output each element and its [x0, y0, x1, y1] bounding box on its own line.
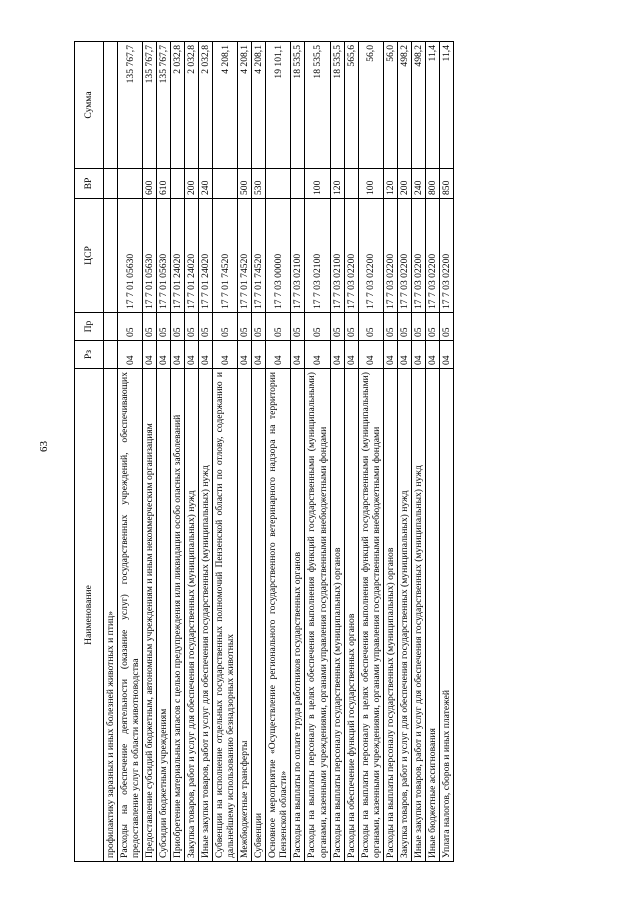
cell-name: Расходы на выплаты персоналу в целях обеспечения выполнения функций государственными (муниципальными) органами, казенными учреждениями, органами управления государственными внебюджетными фондами: [358, 369, 383, 862]
cell-pr: 05: [199, 313, 213, 341]
cell-vr: 120: [330, 169, 344, 199]
table-row: [118, 42, 143, 862]
cell-pr: 05: [383, 313, 397, 341]
cell-name: Межбюджетные трансферты: [238, 369, 252, 862]
cell-vr: 500: [238, 169, 252, 199]
cell-rz: 04: [358, 341, 383, 369]
cell-rz: 04: [330, 341, 344, 369]
page-number: 63: [38, 441, 50, 452]
cell-csr: 17 7 03 02100: [291, 199, 305, 313]
cell-csr: 17 7 03 02100: [330, 199, 344, 313]
cell-sum: 11,4: [439, 42, 453, 169]
cell-rz: 04: [118, 341, 143, 369]
cell-csr: 17 7 03 02200: [344, 199, 358, 313]
cell-pr: 05: [238, 313, 252, 341]
cell-pr: 05: [213, 313, 238, 341]
cell-name: Основное мероприятие «Осуществление регионального государственного ветеринарного надзора на территории Пензенской области»: [266, 369, 291, 862]
cell-name: Расходы на выплаты по оплате труда работников государственных органов: [291, 369, 305, 862]
table-header-row: [75, 42, 104, 862]
cell-pr: 05: [358, 313, 383, 341]
cell-sum: 56,0: [358, 42, 383, 169]
cell-pr: 05: [305, 313, 330, 341]
cell-rz: 04: [383, 341, 397, 369]
table-row: [266, 42, 291, 862]
cell-pr: 05: [344, 313, 358, 341]
cell-sum: 4 208,1: [213, 42, 238, 169]
cell-csr: 17 7 01 05630: [118, 199, 143, 313]
cell-csr: 17 7 03 02200: [425, 199, 439, 313]
cell-vr: [291, 169, 305, 199]
table-row: [157, 42, 171, 862]
cell-sum: [104, 42, 118, 169]
cell-rz: 04: [185, 341, 199, 369]
table-row: [171, 42, 185, 862]
cell-pr: 05: [411, 313, 425, 341]
table-row: [104, 42, 118, 862]
cell-sum: 565,6: [344, 42, 358, 169]
header-csr: ЦСР: [75, 199, 104, 313]
cell-sum: 56,0: [383, 42, 397, 169]
cell-name: Расходы на выплаты персоналу государственных (муниципальных) органов: [383, 369, 397, 862]
cell-vr: 100: [305, 169, 330, 199]
header-name: Наименование: [75, 369, 104, 862]
cell-vr: 600: [143, 169, 157, 199]
cell-rz: 04: [305, 341, 330, 369]
cell-name: Закупка товаров, работ и услуг для обеспечения государственных (муниципальных) нужд: [185, 369, 199, 862]
cell-vr: 530: [252, 169, 266, 199]
cell-vr: 200: [185, 169, 199, 199]
table-row: [383, 42, 397, 862]
budget-table-container: [74, 42, 606, 862]
cell-sum: 2 032,8: [185, 42, 199, 169]
cell-name: Субсидии бюджетным учреждениям: [157, 369, 171, 862]
cell-csr: 17 7 01 74520: [213, 199, 238, 313]
cell-vr: [213, 169, 238, 199]
cell-vr: [104, 169, 118, 199]
table-row: [252, 42, 266, 862]
cell-sum: 135 767,7: [143, 42, 157, 169]
cell-name: Иные закупки товаров, работ и услуг для обеспечения государственных (муниципальных) нужд: [199, 369, 213, 862]
cell-sum: 4 208,1: [252, 42, 266, 169]
cell-name: Расходы на обеспечение деятельности (оказание услуг) государственных учреждений, обеспечивающих предоставление услуг в области животноводства: [118, 369, 143, 862]
cell-name: Расходы на выплаты персоналу в целях обеспечения выполнения функций государственными (муниципальными) органами, казенными учреждениями, органами управления государственными внебюджетными фондами: [305, 369, 330, 862]
cell-csr: 17 7 03 00000: [266, 199, 291, 313]
cell-name: Расходы на обеспечение функций государственных органов: [344, 369, 358, 862]
cell-vr: 120: [383, 169, 397, 199]
table-row: [330, 42, 344, 862]
cell-csr: [104, 199, 118, 313]
cell-name: Иные бюджетные ассигнования: [425, 369, 439, 862]
header-rz: Рз: [75, 341, 104, 369]
cell-sum: 11,4: [425, 42, 439, 169]
cell-vr: 240: [199, 169, 213, 199]
cell-sum: 18 535,5: [330, 42, 344, 169]
cell-pr: 05: [171, 313, 185, 341]
cell-vr: 850: [439, 169, 453, 199]
cell-rz: 04: [157, 341, 171, 369]
cell-csr: 17 7 03 02100: [305, 199, 330, 313]
cell-sum: 19 101,1: [266, 42, 291, 169]
cell-pr: 05: [252, 313, 266, 341]
table-row: [213, 42, 238, 862]
cell-pr: 05: [439, 313, 453, 341]
budget-table: [74, 41, 454, 862]
cell-sum: 135 767,7: [118, 42, 143, 169]
cell-rz: 04: [252, 341, 266, 369]
cell-rz: 04: [143, 341, 157, 369]
cell-vr: [171, 169, 185, 199]
cell-sum: 2 032,8: [199, 42, 213, 169]
cell-rz: 04: [344, 341, 358, 369]
table-row: [344, 42, 358, 862]
cell-pr: 05: [266, 313, 291, 341]
cell-pr: 05: [425, 313, 439, 341]
cell-name: Уплата налогов, сборов и иных платежей: [439, 369, 453, 862]
cell-rz: 04: [425, 341, 439, 369]
cell-pr: 05: [157, 313, 171, 341]
cell-name: Расходы на выплаты персоналу государственных (муниципальных) органов: [330, 369, 344, 862]
cell-rz: 04: [199, 341, 213, 369]
header-vr: ВР: [75, 169, 104, 199]
cell-vr: 240: [411, 169, 425, 199]
cell-rz: 04: [439, 341, 453, 369]
cell-sum: 18 535,5: [291, 42, 305, 169]
cell-rz: [104, 341, 118, 369]
table-row: [358, 42, 383, 862]
table-row: [199, 42, 213, 862]
cell-rz: 04: [397, 341, 411, 369]
cell-name: Приобретение материальных запасов с целью предупреждения или ликвидации особо опасных заболеваний: [171, 369, 185, 862]
cell-csr: 17 7 03 02200: [439, 199, 453, 313]
cell-rz: 04: [213, 341, 238, 369]
cell-vr: [118, 169, 143, 199]
cell-csr: 17 7 01 24020: [199, 199, 213, 313]
cell-csr: 17 7 03 02200: [358, 199, 383, 313]
cell-name: Субвенции: [252, 369, 266, 862]
cell-vr: 800: [425, 169, 439, 199]
cell-vr: [344, 169, 358, 199]
cell-sum: 135 767,7: [157, 42, 171, 169]
cell-name: Предоставление субсидий бюджетным, автономным учреждениям и иным некоммерческим организациям: [143, 369, 157, 862]
cell-csr: 17 7 03 02200: [411, 199, 425, 313]
cell-sum: 18 535,5: [305, 42, 330, 169]
cell-name: Закупка товаров, работ и услуг для обеспечения государственных (муниципальных) нужд: [397, 369, 411, 862]
cell-sum: 2 032,8: [171, 42, 185, 169]
cell-csr: 17 7 01 74520: [238, 199, 252, 313]
table-row: [305, 42, 330, 862]
cell-pr: 05: [143, 313, 157, 341]
cell-vr: 610: [157, 169, 171, 199]
cell-pr: 05: [185, 313, 199, 341]
cell-pr: 05: [118, 313, 143, 341]
cell-sum: 498,2: [397, 42, 411, 169]
cell-rz: 04: [291, 341, 305, 369]
cell-csr: 17 7 01 74520: [252, 199, 266, 313]
cell-rz: 04: [238, 341, 252, 369]
header-sum: Сумма: [75, 42, 104, 169]
table-row: [143, 42, 157, 862]
cell-rz: 04: [266, 341, 291, 369]
cell-vr: 100: [358, 169, 383, 199]
table-row: [185, 42, 199, 862]
header-pr: Пр: [75, 313, 104, 341]
cell-pr: 05: [330, 313, 344, 341]
cell-sum: 498,2: [411, 42, 425, 169]
table-row: [411, 42, 425, 862]
cell-csr: 17 7 01 24020: [171, 199, 185, 313]
cell-sum: 4 208,1: [238, 42, 252, 169]
cell-csr: 17 7 01 05630: [157, 199, 171, 313]
table-row: [238, 42, 252, 862]
cell-name: профилактику заразных и иных болезней животных и птиц»: [104, 369, 118, 862]
cell-rz: 04: [411, 341, 425, 369]
cell-pr: 05: [291, 313, 305, 341]
cell-rz: 04: [171, 341, 185, 369]
cell-pr: [104, 313, 118, 341]
table-row: [397, 42, 411, 862]
cell-vr: [266, 169, 291, 199]
table-row: [439, 42, 453, 862]
cell-csr: 17 7 03 02200: [397, 199, 411, 313]
cell-name: Субвенции на исполнение отдельных государственных полномочий Пензенской области по отлову, содержанию и дальнейшему использованию безнадзорных животных: [213, 369, 238, 862]
cell-vr: 200: [397, 169, 411, 199]
cell-name: Иные закупки товаров, работ и услуг для обеспечения государственных (муниципальных) нужд: [411, 369, 425, 862]
cell-csr: 17 7 01 05630: [143, 199, 157, 313]
cell-pr: 05: [397, 313, 411, 341]
cell-csr: 17 7 01 24020: [185, 199, 199, 313]
table-row: [425, 42, 439, 862]
cell-csr: 17 7 03 02200: [383, 199, 397, 313]
table-row: [291, 42, 305, 862]
